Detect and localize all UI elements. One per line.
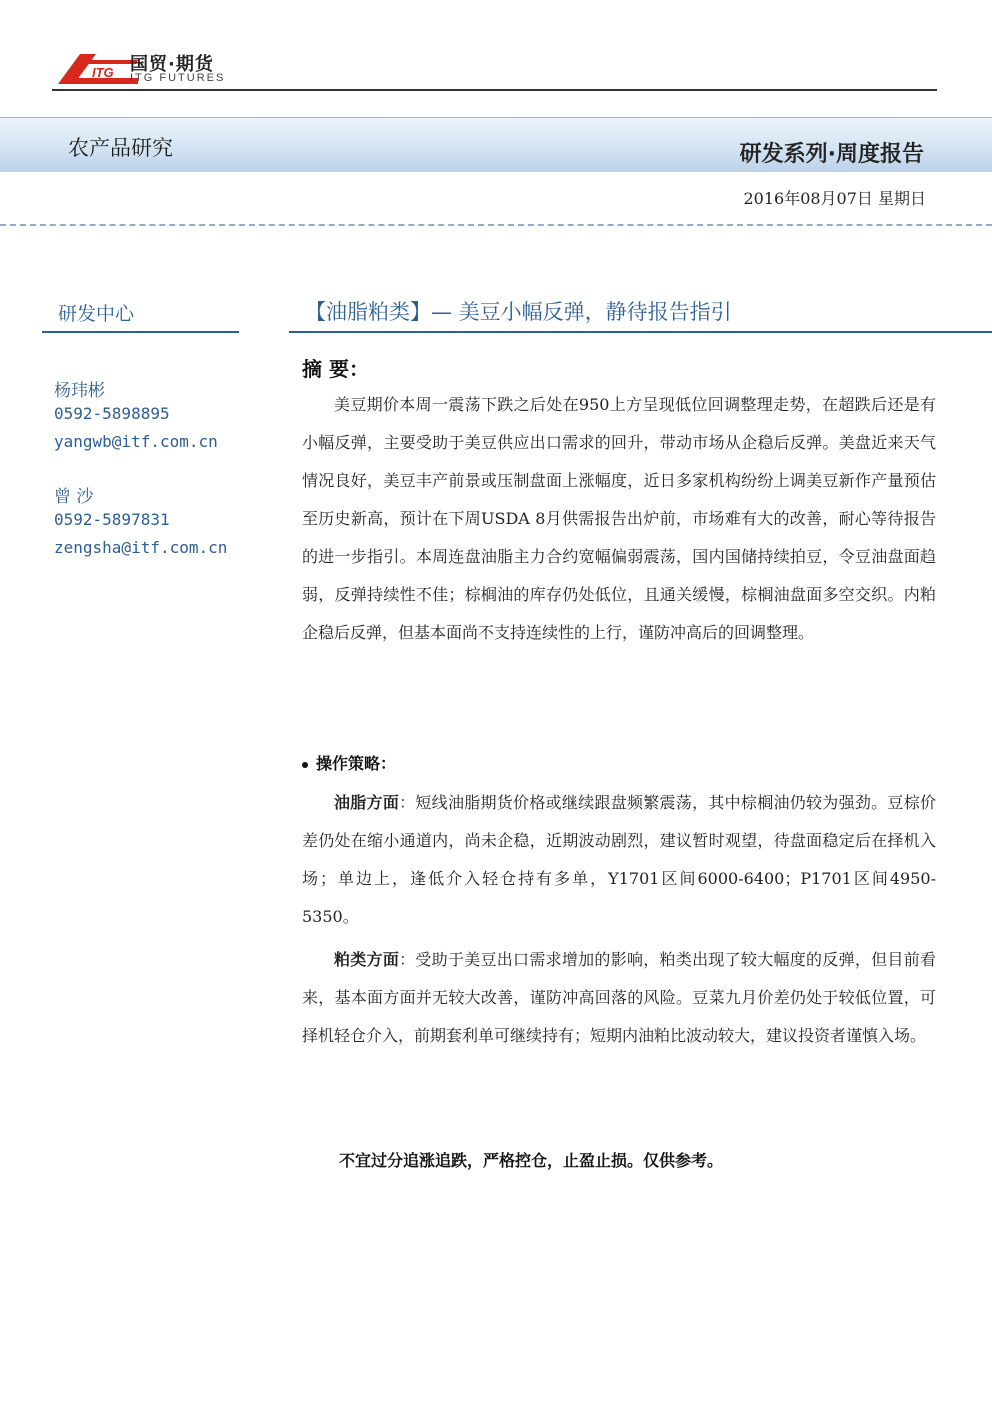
oil-section [302,784,936,936]
abstract-heading: 摘 要： [302,357,369,381]
contact-email-link[interactable]: zengsha@itf.com.cn [54,538,228,557]
sidebar-title: 研发中心 [58,303,135,325]
logo-text: ITG [92,65,114,80]
logo-cn-text: 国贸·期货 [130,54,214,75]
meal-label: 粕类方面 [334,950,400,969]
dashed-divider [0,224,992,226]
itg-logo-icon [58,50,138,86]
contact-name: 杨玮彬 [54,381,105,401]
strategy-heading-text: 操作策略： [316,754,397,773]
sidebar-divider [42,331,239,333]
bullet-icon [302,762,308,768]
strategy-heading [302,751,396,774]
report-title: 【油脂粕类】— 美豆小幅反弹，静待报告指引 [305,300,732,324]
oil-text: ：短线油脂期货价格或继续跟盘频繁震荡，其中棕榈油仍较为强劲。豆棕价差仍处在缩小通道内，尚未企稳，近期波动剧烈，建议暂时观望，待盘面稳定后在择机入场；单边上，逢低介入轻仓持有多单，Y1701区间6000-6400；P1701区间4950-5350。 [302,793,936,926]
risk-warning: 不宜过分追涨追跌，严格控仓，止盈止损。仅供参考。 [339,1151,724,1170]
abstract-section [302,386,936,652]
series-title: 研发系列·周度报告 [739,142,924,167]
contact-phone: 0592-5898895 [54,404,170,423]
logo-en-text: ITG FUTURES [130,72,226,84]
meal-text: ：受助于美豆出口需求增加的影响，粕类出现了较大幅度的反弹，但目前看来，基本面方面并无较大改善，谨防冲高回落的风险。豆菜九月价差仍处于较低位置，可择机轻仓介入，前期套利单可继续持有；短期内油粕比波动较大，建议投资者谨慎入场。 [302,950,936,1045]
report-date: 2016年08月07日 星期日 [743,189,926,208]
header-divider [52,89,937,91]
contact-name: 曾 沙 [54,487,94,507]
title-divider [289,331,992,333]
oil-paragraph [302,784,936,936]
contact-phone: 0592-5897831 [54,510,170,529]
oil-label: 油脂方面 [334,793,400,812]
abstract-paragraph: 美豆期价本周一震荡下跌之后处在950上方呈现低位回调整理走势，在超跌后还是有小幅反弹，主要受助于美豆供应出口需求的回升，带动市场从企稳后反弹。美盘近来天气情况良好，美豆丰产前景或压制盘面上涨幅度，近日多家机构纷纷上调美豆新作产量预估至历史新高，预计在下周USDA 8月供需报告出炉前，市场难有大的改善，耐心等待报告的进一步指引。本周连盘油脂主力合约宽幅偏弱震荡，国内国储持续拍豆，令豆油盘面趋弱，反弹持续性不佳；棕榈油的库存仍处低位，且通关缓慢，棕榈油盘面多空交织。内粕企稳后反弹，但基本面尚不支持连续性的上行，谨防冲高后的回调整理。 [302,395,936,642]
meal-section [302,941,936,1055]
section-title: 农产品研究 [68,136,173,160]
contact-email-link[interactable]: yangwb@itf.com.cn [54,432,218,451]
meal-paragraph [302,941,936,1055]
